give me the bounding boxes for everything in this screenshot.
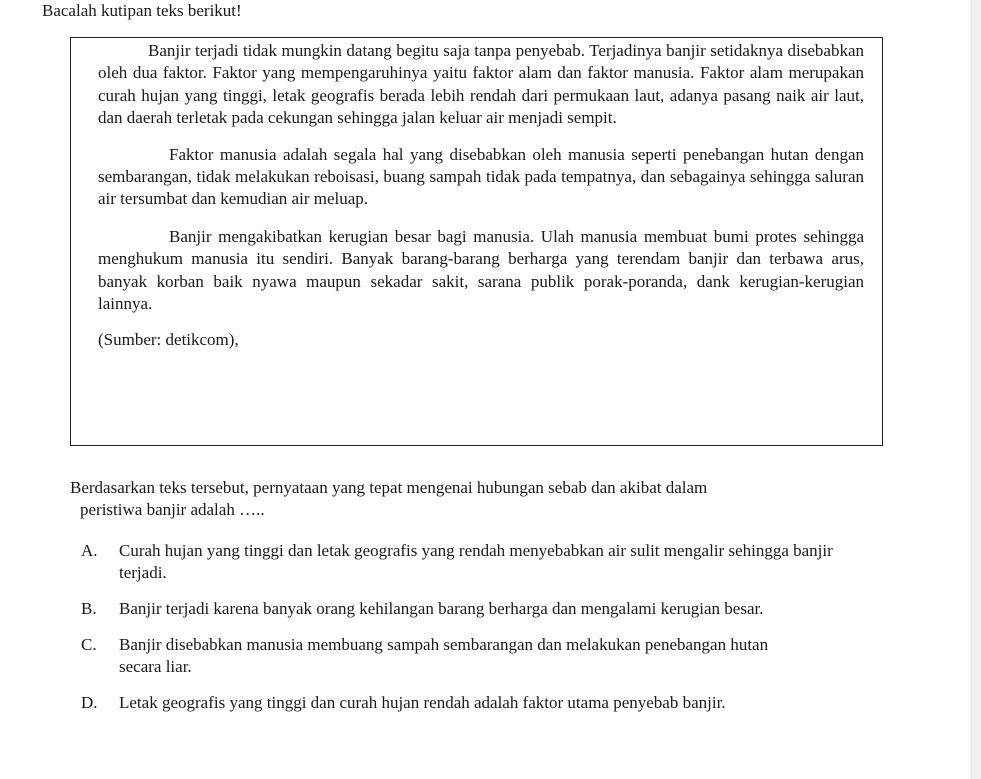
option-c[interactable] <box>81 634 901 678</box>
passage-paragraph-3: Banjir mengakibatkan kerugian besar bagi manusia. Ulah manusia membuat bumi protes sehingga menghukum manusia itu sendiri. Banyak barang-barang berharga yang terendam banjir dan terbawa arus, banyak korban baik nyawa maupun sekadar sakit, sarana publik porak-poranda, dank kerugian-kerugian lainnya. <box>98 226 864 314</box>
answer-options <box>81 540 901 728</box>
instruction-text: Bacalah kutipan teks berikut! <box>42 1 242 20</box>
passage-paragraph-2: Faktor manusia adalah segala hal yang disebabkan oleh manusia seperti penebangan hutan dengan sembarangan, tidak melakukan reboisasi, buang sampah tidak pada tempatnya, dan sebagainya sehingga saluran air tersumbat dan kemudian air meluap. <box>98 144 864 209</box>
vertical-scrollbar[interactable] <box>971 0 981 779</box>
option-text: Banjir terjadi karena banyak orang kehilangan barang berharga dan mengalami kerugian besar. <box>119 599 764 618</box>
passage-box <box>70 37 883 446</box>
option-text: Letak geografis yang tinggi dan curah hujan rendah adalah faktor utama penyebab banjir. <box>119 693 726 712</box>
option-letter: A. <box>81 541 98 560</box>
option-text: Curah hujan yang tinggi dan letak geografis yang rendah menyebabkan air sulit mengalir sehingga banjir terjadi. <box>119 541 833 582</box>
option-letter: B. <box>81 599 97 618</box>
option-letter: D. <box>81 693 98 712</box>
option-a[interactable] <box>81 540 901 584</box>
passage-paragraph-1: Banjir terjadi tidak mungkin datang begitu saja tanpa penyebab. Terjadinya banjir setidaknya disebabkan oleh dua faktor. Faktor yang mempengaruhinya yaitu faktor alam dan faktor manusia. Faktor alam merupakan curah hujan yang tinggi, letak geografis berada lebih rendah dari permukaan laut, adanya pasang naik air laut, dan daerah terletak pada cekungan sehingga jalan keluar air menjadi sempit. <box>98 41 864 128</box>
option-text: Banjir disebabkan manusia membuang sampah sembarangan dan melakukan penebangan hutan secara liar. <box>119 635 769 676</box>
option-d[interactable] <box>81 692 901 714</box>
question-line-2: peristiwa banjir adalah ….. <box>80 500 265 519</box>
option-letter: C. <box>81 635 97 654</box>
passage-source: (Sumber: detikcom), <box>98 330 239 350</box>
option-b[interactable] <box>81 598 901 620</box>
question-stem <box>70 477 900 521</box>
question-line-1: Berdasarkan teks tersebut, pernyataan yang tepat mengenai hubungan sebab dan akibat dalam <box>70 478 708 497</box>
